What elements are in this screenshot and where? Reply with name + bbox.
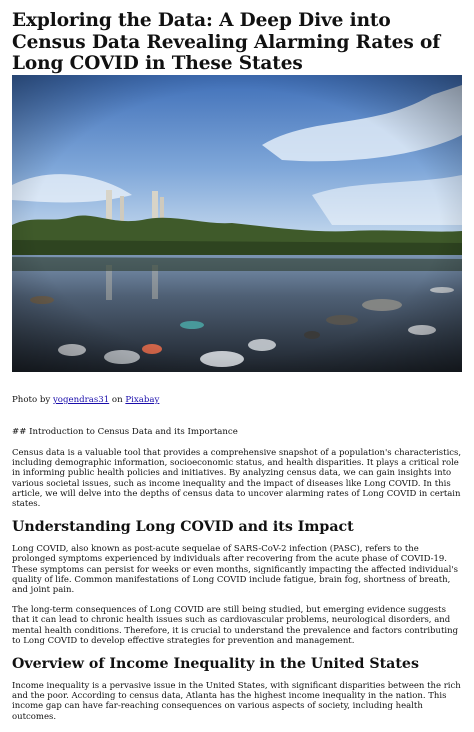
photo-caption [12, 395, 159, 406]
section-heading-income-inequality: Overview of Income Inequality in the United States [12, 656, 419, 673]
income-inequality-paragraph-1: Income inequality is a pervasive issue in the United States, with significant disparities between the rich and the poor. According to census data, Atlanta has the highest income inequality in the nation. This income gap can have far-reaching consequences on various aspects of society, including health outcomes. [12, 681, 461, 722]
article-page [12, 0, 462, 722]
intro-heading: ## Introduction to Census Data and its Importance [12, 427, 238, 437]
article-title: Exploring the Data: A Deep Dive into Census Data Revealing Alarming Rates of Long COVID in These States [12, 10, 441, 74]
caption-middle: on [111, 395, 123, 405]
article-photo [12, 75, 462, 372]
intro-paragraph: Census data is a valuable tool that provides a comprehensive snapshot of a population's characteristics, including demographic information, socioeconomic status, and health disparities. It plays a critical role in informing public health policies and initiatives. By analyzing census data, we can gain insights into various societal issues, such as income inequality and the impact of diseases like Long COVID. In this article, we will delve into the depths of census data to uncover alarming rates of Long COVID in certain states. [12, 448, 462, 510]
pixabay-link[interactable]: Pixabay [125, 395, 160, 405]
polluted-lake-image [12, 75, 462, 372]
caption-prefix: Photo by [12, 395, 51, 405]
section-heading-long-covid: Understanding Long COVID and its Impact [12, 519, 354, 536]
long-covid-paragraph-2: The long-term consequences of Long COVID are still being studied, but emerging evidence suggests that it can lead to chronic health issues such as cardiovascular problems, neurological disorders, and mental health conditions. Therefore, it is crucial to understand the prevalence and factors contributing to Long COVID to develop effective strategies for prevention and management. [12, 605, 459, 646]
long-covid-paragraph-1: Long COVID, also known as post-acute sequelae of SARS-CoV-2 infection (PASC), refers to the prolonged symptoms experienced by individuals after recovering from the acute phase of COVID-19. These symptoms can persist for weeks or even months, significantly impacting the affected individual's quality of life. Common manifestations of Long COVID include fatigue, brain fog, shortness of breath, and joint pain. [12, 544, 459, 596]
photographer-link[interactable]: yogendras31 [52, 395, 110, 405]
article-body [12, 427, 462, 732]
